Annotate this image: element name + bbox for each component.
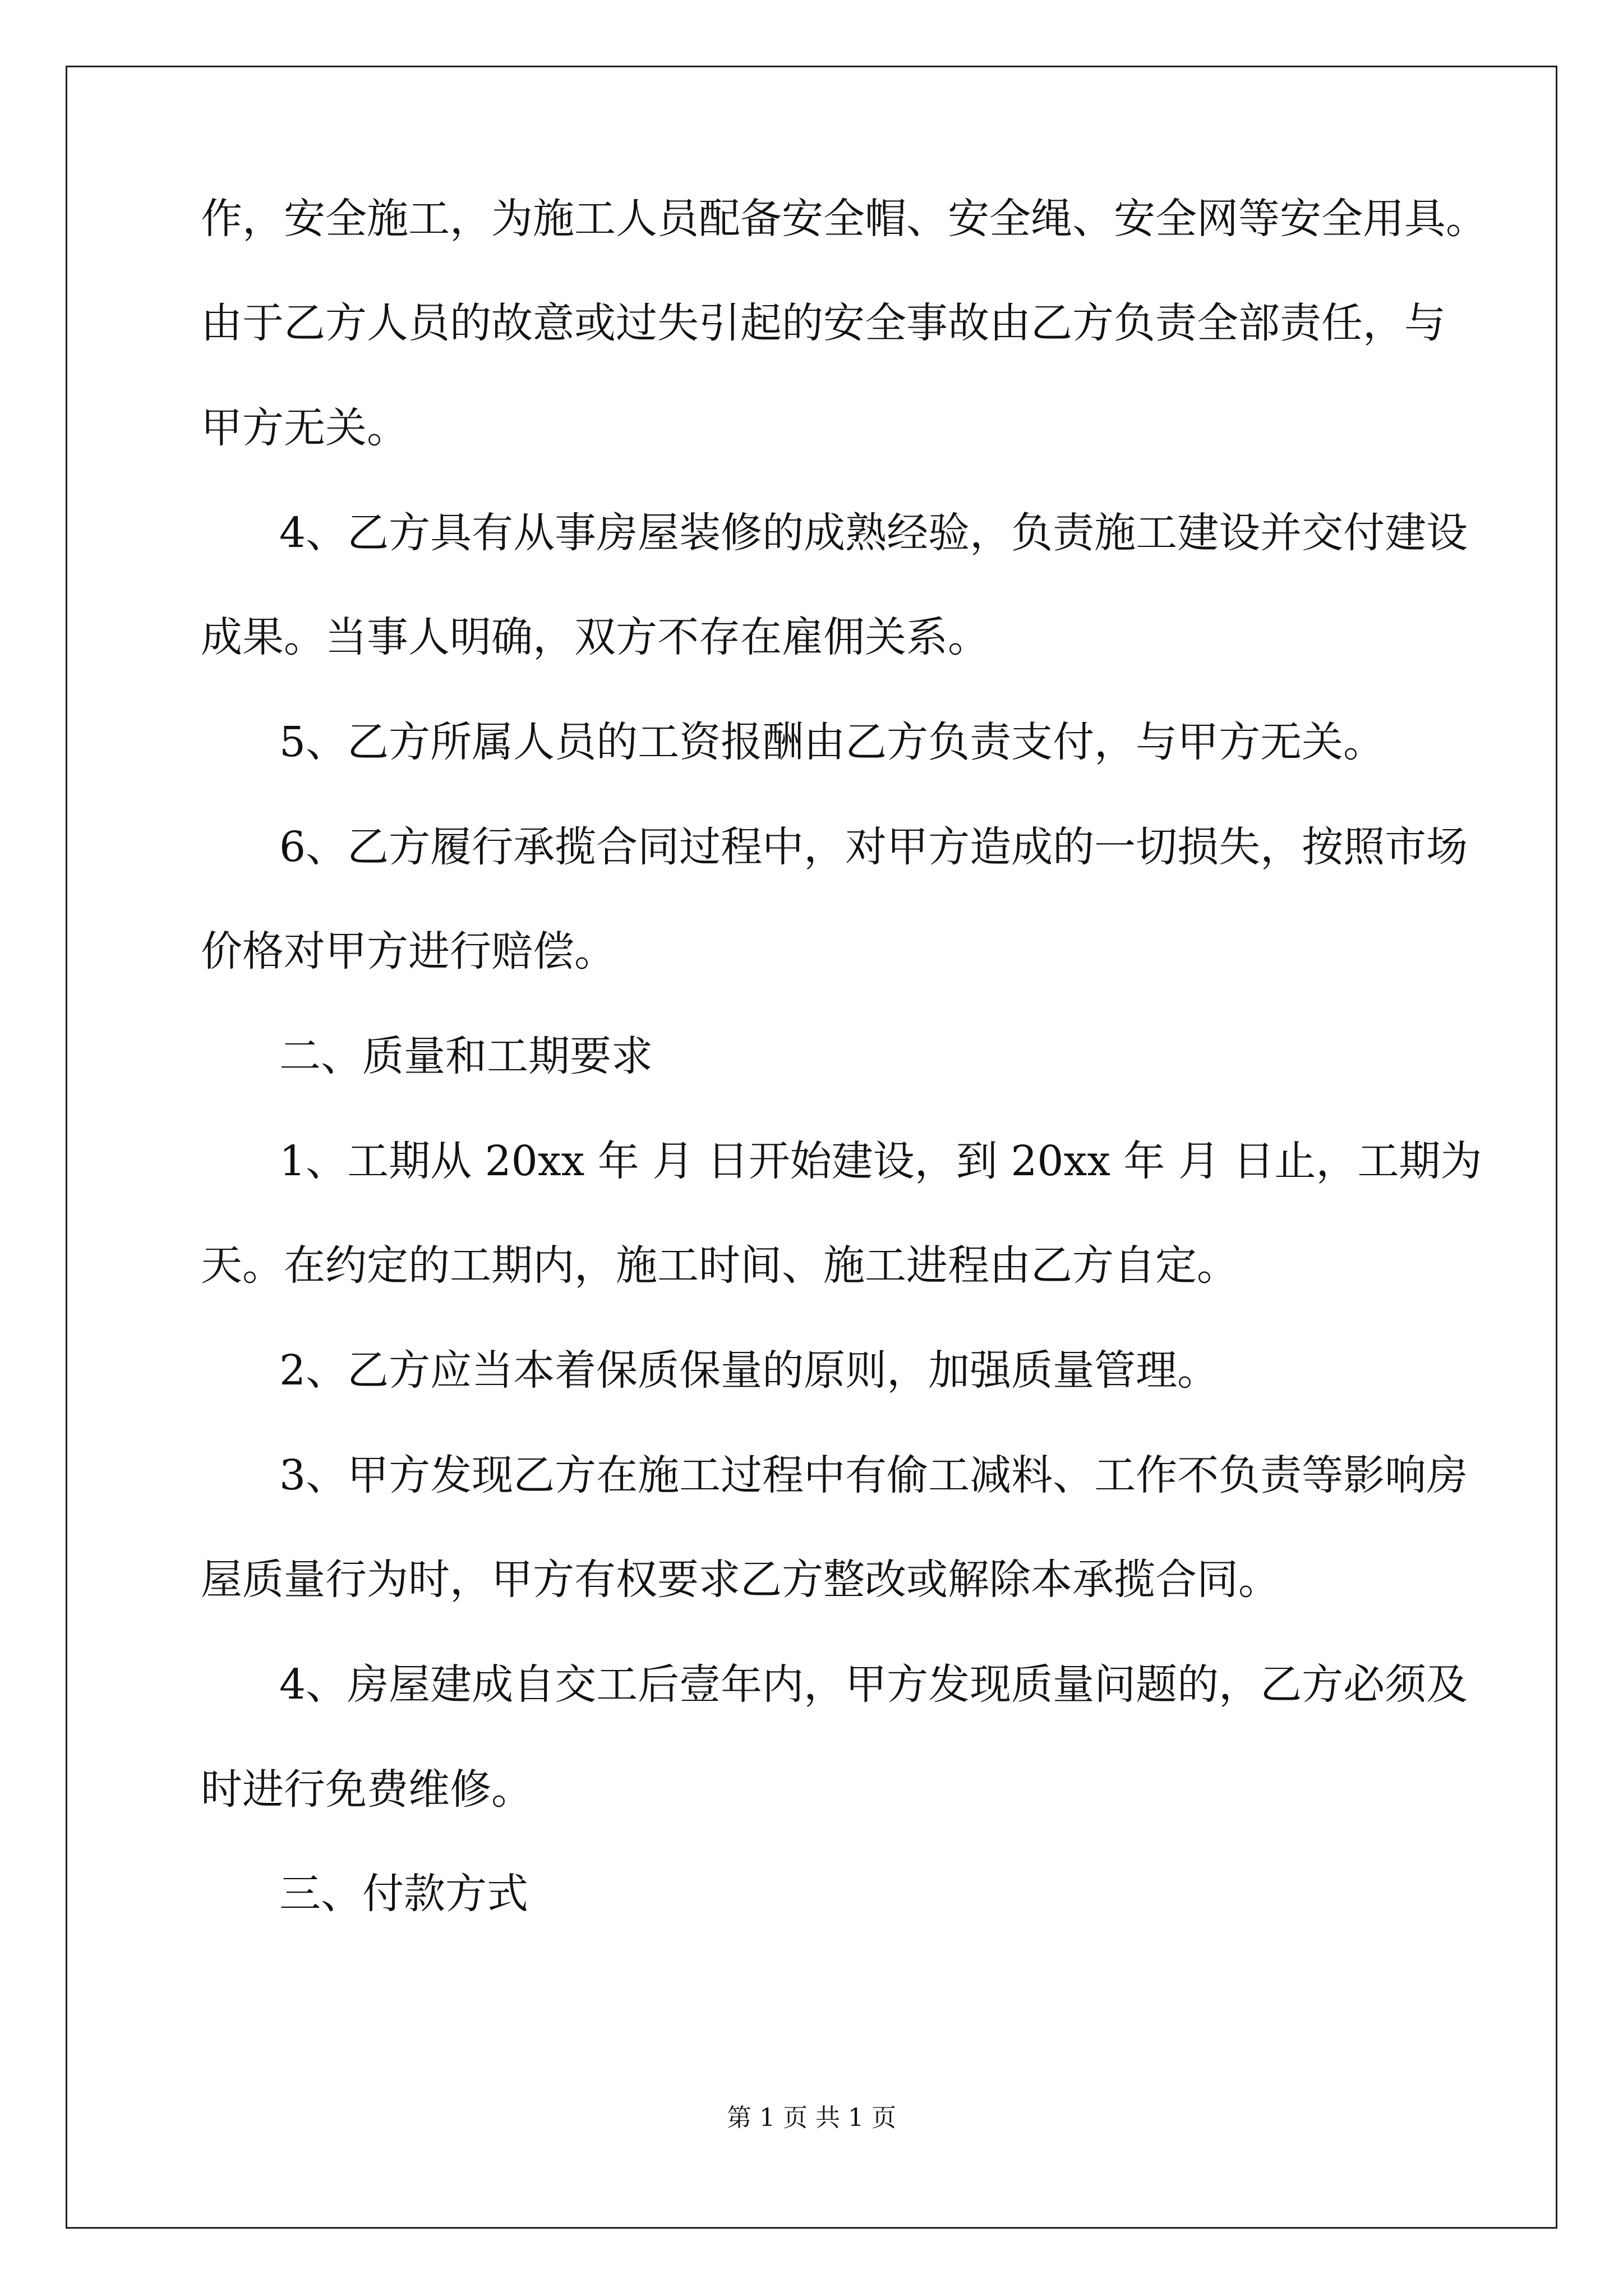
text-line: 作，安全施工，为施工人员配备安全帽、安全绳、安全网等安全用具。 bbox=[201, 195, 1487, 243]
page-number-footer: 第 1 页 共 1 页 bbox=[727, 2104, 896, 2132]
paragraph-line: 4、房屋建成自交工后壹年内，甲方发现质量问题的，乙方必须及 bbox=[279, 1660, 1468, 1709]
text-line: 天。在约定的工期内，施工时间、施工进程由乙方自定。 bbox=[201, 1241, 1238, 1290]
paragraph-line: 3、甲方发现乙方在施工过程中有偷工减料、工作不负责等影响房 bbox=[279, 1451, 1468, 1499]
paragraph-line: 6、乙方履行承揽合同过程中，对甲方造成的一切损失，按照市场 bbox=[279, 823, 1468, 871]
section-heading: 二、质量和工期要求 bbox=[279, 1032, 653, 1080]
text-line: 成果。当事人明确，双方不存在雇佣关系。 bbox=[201, 613, 989, 661]
paragraph-line: 1、工期从 20xx 年 月 日开始建设，到 20xx 年 月 日止，工期为 bbox=[279, 1137, 1482, 1185]
paragraph-line: 4、乙方具有从事房屋装修的成熟经验，负责施工建设并交付建设 bbox=[279, 509, 1468, 557]
paragraph-line: 5、乙方所属人员的工资报酬由乙方负责支付，与甲方无关。 bbox=[279, 718, 1385, 766]
text-line: 时进行免费维修。 bbox=[201, 1765, 533, 1814]
text-line: 甲方无关。 bbox=[201, 404, 408, 452]
section-heading: 三、付款方式 bbox=[279, 1870, 528, 1918]
text-line: 价格对甲方进行赔偿。 bbox=[201, 927, 616, 976]
paragraph-line: 2、乙方应当本着保质保量的原则，加强质量管理。 bbox=[279, 1346, 1219, 1395]
text-line: 屋质量行为时，甲方有权要求乙方整改或解除本承揽合同。 bbox=[201, 1556, 1280, 1604]
text-line: 由于乙方人员的故意或过失引起的安全事故由乙方负责全部责任，与 bbox=[201, 299, 1446, 347]
